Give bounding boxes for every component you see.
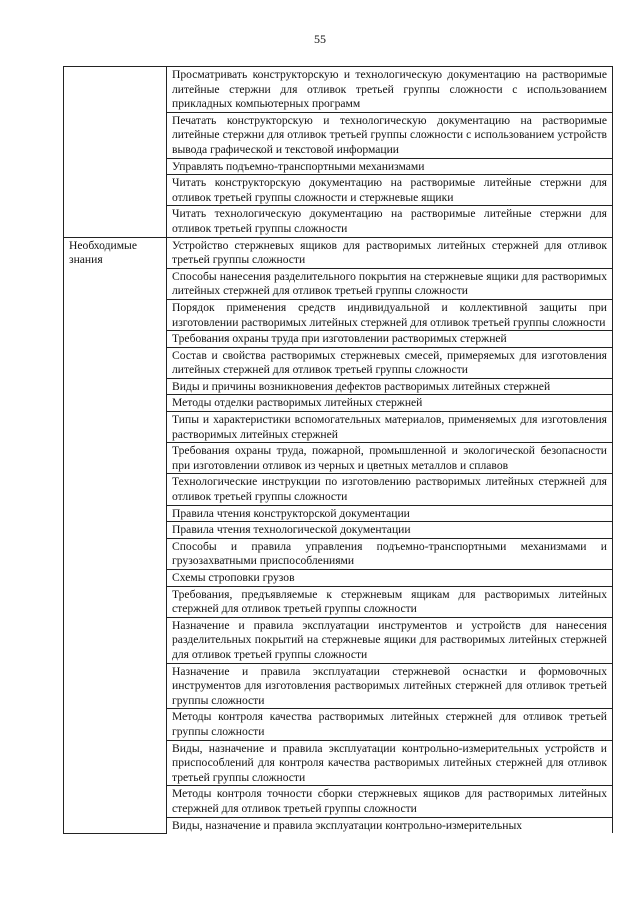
table-row <box>64 67 613 113</box>
table-cell: Устройство стержневых ящиков для растворимых литейных стержней для отливок третьей группы сложности <box>167 237 613 268</box>
knowledge-label: Необходимые знания <box>64 237 167 833</box>
table-cell: Требования, предъявляемые к стержневым ящикам для растворимых литейных стержней для отливок третьей группы сложности <box>167 586 613 617</box>
table-cell: Технологические инструкции по изготовлению растворимых литейных стержней для отливок третьей группы сложности <box>167 474 613 505</box>
table-cell: Назначение и правила эксплуатации инструментов и устройств для нанесения разделительных покрытий на стержневые ящики для растворимых литейных стержней для отливок третьей группы сложности <box>167 617 613 663</box>
skills-label-cell <box>64 67 167 238</box>
table-cell: Способы и правила управления подъемно-транспортными механизмами и грузозахватными приспособлениями <box>167 538 613 569</box>
table-cell: Методы контроля точности сборки стержневых ящиков для растворимых литейных стержней для отливок третьей группы сложности <box>167 786 613 817</box>
table-cell: Требования охраны труда при изготовлении растворимых стержней <box>167 331 613 348</box>
page-number: 55 <box>314 32 326 46</box>
requirements-table <box>63 66 613 834</box>
table-cell: Читать технологическую документацию на растворимые литейные стержни для отливок третьей группы сложности <box>167 206 613 237</box>
table-row <box>64 237 613 268</box>
table-cell: Виды, назначение и правила эксплуатации контрольно-измерительных устройств и приспособлений для контроля качества растворимых литейных стержней для отливок третьей группы сложности <box>167 740 613 786</box>
table-cell: Состав и свойства растворимых стержневых смесей, примеряемых для изготовления литейных стержней для отливок третьей группы сложности <box>167 347 613 378</box>
table-cell: Назначение и правила эксплуатации стержневой оснастки и формовочных инструментов для изготовления растворимых литейных стержней для отливок третьей группы сложности <box>167 663 613 709</box>
table-cell: Правила чтения конструкторской документации <box>167 505 613 522</box>
table-cell: Виды, назначение и правила эксплуатации контрольно-измерительных <box>167 817 613 833</box>
table-cell: Способы нанесения разделительного покрытия на стержневые ящики для растворимых литейных стержней для отливок третьей группы сложности <box>167 268 613 299</box>
table-cell: Виды и причины возникновения дефектов растворимых литейных стержней <box>167 378 613 395</box>
table-cell: Схемы строповки грузов <box>167 570 613 587</box>
table-cell: Типы и характеристики вспомогательных материалов, применяемых для изготовления растворимых литейных стержней <box>167 412 613 443</box>
table-cell: Просматривать конструкторскую и технологическую документацию на растворимые литейные стержни для отливок третьей группы сложности с использованием прикладных компьютерных программ <box>167 67 613 113</box>
table-cell: Правила чтения технологической документации <box>167 522 613 539</box>
table-cell: Методы контроля качества растворимых литейных стержней для отливок третьей группы сложности <box>167 709 613 740</box>
table-cell: Требования охраны труда, пожарной, промышленной и экологической безопасности при изготовлении отливок из черных и цветных металлов и сплавов <box>167 443 613 474</box>
table-cell: Управлять подъемно-транспортными механизмами <box>167 158 613 175</box>
table-cell: Печатать конструкторскую и технологическую документацию на растворимые литейные стержни для отливок третьей группы сложности с использованием устройств вывода графической и текстовой информации <box>167 112 613 158</box>
table-cell: Читать конструкторскую документацию на растворимые литейные стержни для отливок третьей группы сложности и стержневые ящики <box>167 175 613 206</box>
table-cell: Методы отделки растворимых литейных стержней <box>167 395 613 412</box>
table-cell: Порядок применения средств индивидуальной и коллективной защиты при изготовлении растворимых литейных стержней для отливок третьей группы сложности <box>167 299 613 330</box>
